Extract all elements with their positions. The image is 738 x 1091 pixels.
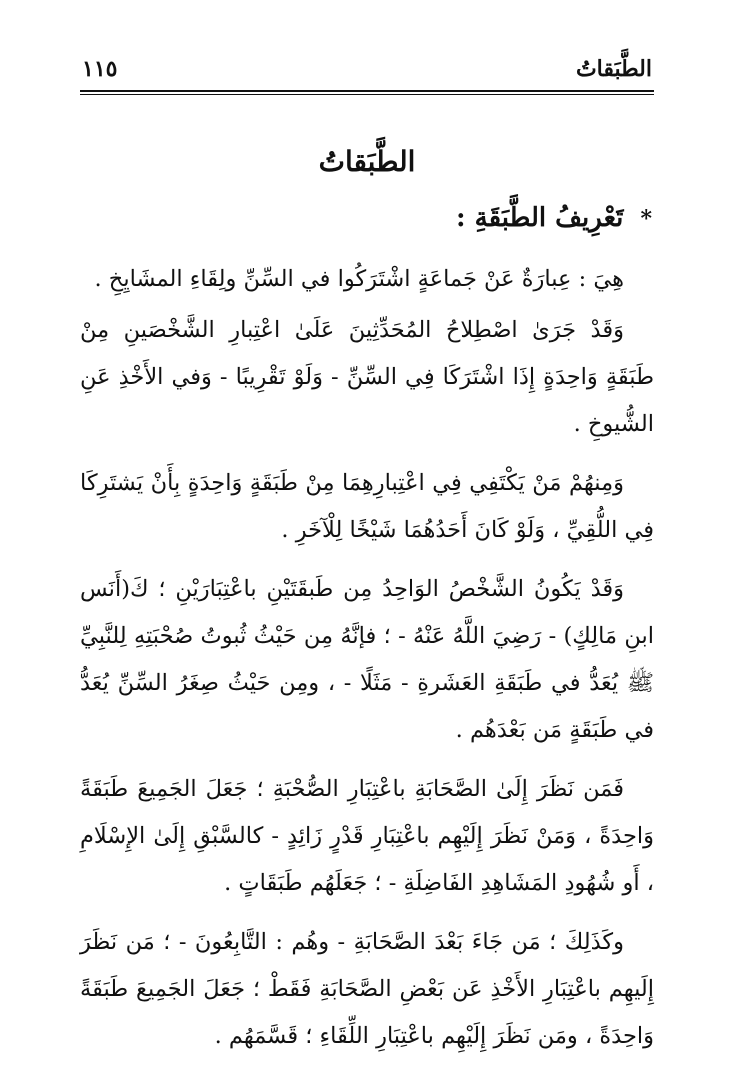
- paragraph: فَمَن نَظَرَ إِلَىٰ الصَّحَابَةِ باعْتِبَارِ الصُّحْبَةِ ؛ جَعَلَ الجَمِيعَ طَبَقَةً وَاحِدَةً ، وَمَنْ نَظَرَ إِلَيْهِم باعْتِبَارِ قَدْرٍ زَائِدٍ - كالسَّبْقِ إِلَىٰ الإِسْلَامِ ، أَو شُهُودِ المَشَاهِدِ الفَاضِلَةِ - ؛ جَعَلَهُم طَبَقَاتٍ .: [80, 776, 654, 896]
- paragraph: وَمِنهُمْ مَنْ يَكْتَفِي فِي اعْتِبارِهِمَا مِنْ طَبَقَةٍ وَاحِدَةٍ بِأَنْ يَشتَرِكَا فِي اللُّقِيِّ ، وَلَوْ كَانَ أَحَدُهُمَا شَيْخًا لِلْآخَرِ .: [80, 470, 654, 543]
- section-heading-text: تَعْرِيفُ الطَّبَقَةِ :: [456, 203, 624, 233]
- running-header: [82, 52, 652, 86]
- body-text: [80, 256, 654, 1072]
- page-number: ١١٥: [82, 56, 118, 82]
- chapter-title: الطَّبَقاتُ: [318, 145, 416, 178]
- header-rule-thin: [80, 94, 654, 95]
- header-rule: [80, 90, 654, 92]
- running-title: الطَّبَقاتُ: [575, 56, 652, 82]
- section-heading: [92, 198, 652, 239]
- asterisk-marker: *: [640, 206, 652, 232]
- paragraph: وَقَدْ جَرَىٰ اصْطِلاحُ المُحَدِّثِينَ عَلَىٰ اعْتِبارِ الشَّخْصَينِ مِنْ طَبَقَةٍ وَاحِدَةٍ إِذَا اشْتَرَكَا فِي السِّنِّ - وَلَوْ تَقْرِيبًا - وَفي الأَخْذِ عَنِ الشُّيوخِ .: [80, 317, 654, 437]
- paragraph: وَقَدْ يَكُونُ الشَّخْصُ الوَاحِدُ مِن طَبقَتَيْنِ باعْتِبَارَيْنِ ؛ كَ(أَنَس ابنِ مَالِكٍ) - رَضِيَ اللَّهُ عَنْهُ - ؛ فإنَّهُ مِن حَيْثُ ثُبوتُ صُحْبَتِهِ لِلنَّبِيِّ ﷺ يُعَدُّ في طَبَقَةِ العَشَرةِ - مَثَلًا - ، ومِن حَيْثُ صِغَرُ السِّنِّ يُعَدُّ في طَبَقَةٍ مَن بَعْدَهُم .: [80, 576, 654, 743]
- paragraph: وكَذَلِكَ ؛ مَن جَاءَ بَعْدَ الصَّحَابَةِ - وهُم : التَّابِعُونَ - ؛ مَن نَظَرَ إِلَيهِم باعْتِبَارِ الأَخْذِ عَن بَعْضِ الصَّحَابَةِ فَقَطْ ؛ جَعَلَ الجَمِيعَ طَبَقَةً وَاحِدَةً ، ومَن نَظَرَ إِلَيْهِم باعْتِبَارِ اللِّقَاءِ ؛ قَسَّمَهُم .: [80, 929, 654, 1049]
- paragraph-definition: هِيَ : عِبارَةٌ عَنْ جَماعَةٍ اشْتَرَكُوا في السِّنِّ ولِقَاءِ المشَايِخِ .: [94, 266, 624, 292]
